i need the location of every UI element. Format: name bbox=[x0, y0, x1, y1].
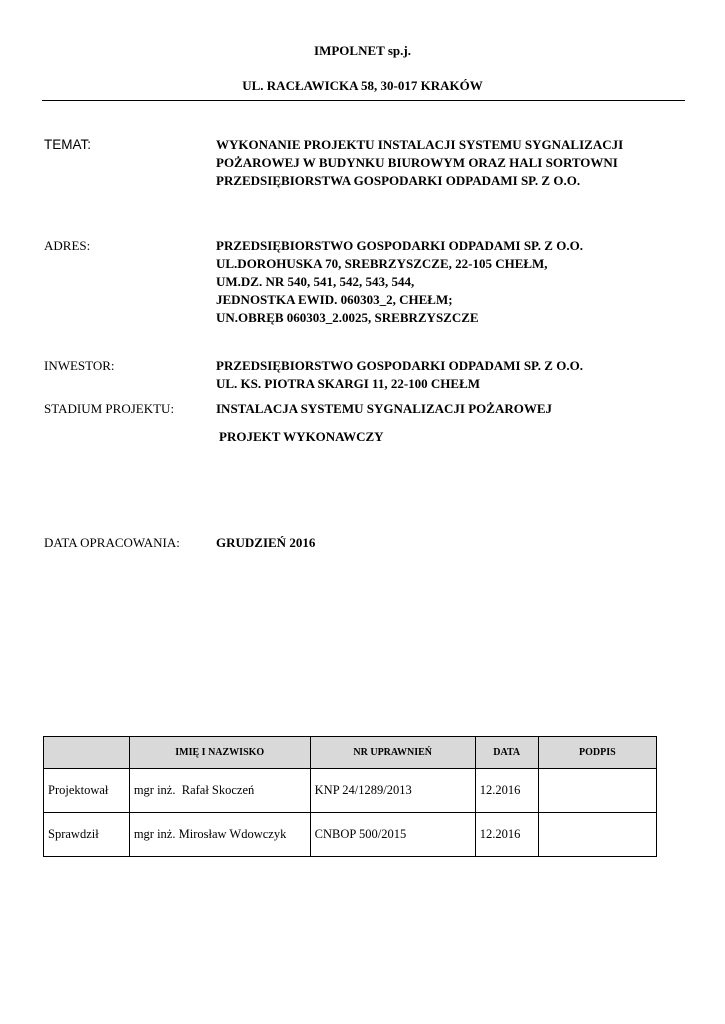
temat-line: POŻAROWEJ W BUDYNKU BIUROWYM ORAZ HALI SORTOWNI bbox=[216, 155, 618, 170]
adres-label: ADRES: bbox=[44, 238, 91, 253]
temat-line: WYKONANIE PROJEKTU INSTALACJI SYSTEMU SYGNALIZACJI bbox=[216, 137, 624, 152]
table-header-row bbox=[44, 737, 657, 769]
header-cell-signature: PODPIS bbox=[538, 737, 656, 769]
name-cell: mgr inż. Mirosław Wdowczyk bbox=[129, 813, 310, 857]
signature-table bbox=[43, 736, 657, 857]
inwestor-value bbox=[216, 357, 583, 393]
header-divider bbox=[42, 100, 685, 101]
data-label: DATA OPRACOWANIA: bbox=[44, 535, 180, 550]
header-cell-empty bbox=[44, 737, 130, 769]
license-cell: CNBOP 500/2015 bbox=[310, 813, 475, 857]
name-cell: mgr inż. Rafał Skoczeń bbox=[129, 769, 310, 813]
role-cell: Projektował bbox=[44, 769, 130, 813]
company-address: UL. RACŁAWICKA 58, 30-017 KRAKÓW bbox=[242, 78, 483, 93]
signature-cell bbox=[538, 813, 656, 857]
stadium-value-2: PROJEKT WYKONAWCZY bbox=[219, 429, 384, 444]
data-value: GRUDZIEŃ 2016 bbox=[216, 535, 316, 550]
date-cell: 12.2016 bbox=[475, 813, 538, 857]
stadium-value: INSTALACJA SYSTEMU SYGNALIZACJI POŻAROWEJ bbox=[216, 401, 553, 416]
adres-line: UL.DOROHUSKA 70, SREBRZYSZCZE, 22-105 CHEŁM, bbox=[216, 256, 548, 271]
role-cell: Sprawdził bbox=[44, 813, 130, 857]
stadium-label: STADIUM PROJEKTU: bbox=[44, 401, 175, 416]
header-cell-name: IMIĘ I NAZWISKO bbox=[129, 737, 310, 769]
adres-value bbox=[216, 237, 583, 327]
inwestor-line: UL. KS. PIOTRA SKARGI 11, 22-100 CHEŁM bbox=[216, 376, 481, 391]
inwestor-label: INWESTOR: bbox=[44, 358, 115, 373]
temat-value bbox=[216, 136, 623, 190]
temat-line: PRZEDSIĘBIORSTWA GOSPODARKI ODPADAMI SP. Z O.O. bbox=[216, 173, 581, 188]
table-row bbox=[44, 813, 657, 857]
adres-line: UM.DZ. NR 540, 541, 542, 543, 544, bbox=[216, 274, 415, 289]
header-cell-license: NR UPRAWNIEŃ bbox=[310, 737, 475, 769]
signature-cell bbox=[538, 769, 656, 813]
adres-line: PRZEDSIĘBIORSTWO GOSPODARKI ODPADAMI SP. Z O.O. bbox=[216, 238, 583, 253]
header-cell-date: DATA bbox=[475, 737, 538, 769]
company-name: IMPOLNET sp.j. bbox=[314, 43, 411, 58]
temat-label: TEMAT: bbox=[44, 137, 91, 152]
adres-line: JEDNOSTKA EWID. 060303_2, CHEŁM; bbox=[216, 292, 453, 307]
inwestor-line: PRZEDSIĘBIORSTWO GOSPODARKI ODPADAMI SP. Z O.O. bbox=[216, 358, 583, 373]
table-row bbox=[44, 769, 657, 813]
license-cell: KNP 24/1289/2013 bbox=[310, 769, 475, 813]
date-cell: 12.2016 bbox=[475, 769, 538, 813]
adres-line: UN.OBRĘB 060303_2.0025, SREBRZYSZCZE bbox=[216, 310, 479, 325]
